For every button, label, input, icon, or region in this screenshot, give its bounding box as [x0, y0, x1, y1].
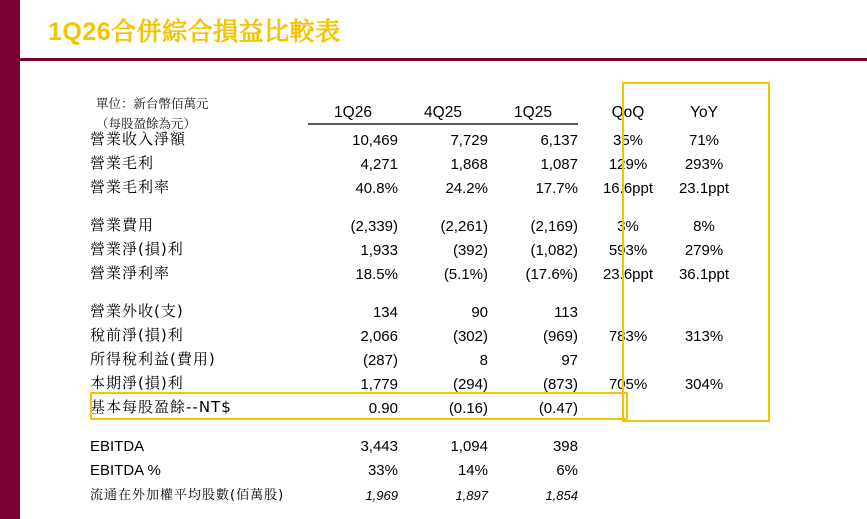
row-value: 33%: [367, 462, 398, 479]
table-spacer-row: [90, 417, 742, 431]
spacer-cell: [90, 197, 666, 211]
row-label: 營業外收(支): [90, 302, 184, 320]
row-yoy: 293%: [684, 156, 724, 173]
column-gap: [578, 125, 590, 149]
row-qoq: 23.6ppt: [602, 266, 654, 283]
row-value: 14%: [457, 462, 488, 479]
column-gap: [578, 321, 590, 345]
row-qoq: [590, 297, 666, 321]
title-divider: [20, 58, 867, 61]
row-value: 97: [561, 352, 578, 369]
table-row: [90, 455, 742, 479]
column-gap: [578, 149, 590, 173]
column-gap: [578, 345, 590, 369]
row-value: 18.5%: [355, 266, 398, 283]
table-row: [90, 173, 742, 197]
row-label: 所得稅利益(費用): [90, 350, 216, 368]
table-row: [90, 431, 742, 455]
row-label: 本期淨(損)利: [90, 374, 184, 392]
row-value: (302): [452, 328, 488, 345]
row-value: 17.7%: [535, 180, 578, 197]
row-yoy: [666, 431, 742, 455]
row-value: 40.8%: [355, 180, 398, 197]
row-value: 10,469: [352, 132, 398, 149]
row-value: (17.6%): [525, 266, 578, 283]
financial-sheet: [0, 62, 867, 519]
row-label: 營業收入淨額: [90, 130, 187, 148]
header-blank: [90, 88, 308, 122]
column-gap: [578, 369, 590, 393]
row-value: 7,729: [450, 132, 488, 149]
row-value: 8: [479, 352, 488, 369]
column-gap: [578, 235, 590, 259]
row-value: 1,779: [360, 376, 398, 393]
table-row: [90, 297, 742, 321]
row-value: 1,933: [360, 242, 398, 259]
table-row: [90, 321, 742, 345]
row-yoy: 71%: [688, 132, 720, 149]
row-qoq: 129%: [608, 156, 648, 173]
column-gap: [578, 211, 590, 235]
row-value: 4,271: [360, 156, 398, 173]
row-qoq: 35%: [612, 132, 644, 149]
row-label: 營業淨利率: [90, 264, 171, 282]
row-label: 稅前淨(損)利: [90, 326, 184, 344]
row-value: 6,137: [540, 132, 578, 149]
row-value: (287): [362, 352, 398, 369]
column-gap: [578, 431, 590, 455]
row-value: (0.47): [538, 400, 578, 417]
column-header-period: 4Q25: [424, 104, 462, 121]
column-header-period: 1Q26: [334, 104, 372, 121]
table-row: [90, 393, 742, 417]
column-header-period: 1Q25: [514, 104, 552, 121]
row-yoy: [666, 297, 742, 321]
row-value: (969): [542, 328, 578, 345]
table-row: [90, 259, 742, 283]
row-qoq: 705%: [608, 376, 648, 393]
table-row: [90, 125, 742, 149]
row-value: 3,443: [360, 438, 398, 455]
row-yoy: 36.1ppt: [678, 266, 730, 283]
table-row: [90, 345, 742, 369]
row-value: (2,339): [350, 218, 398, 235]
column-gap: [578, 173, 590, 197]
column-gap: [578, 455, 590, 479]
row-value: (873): [542, 376, 578, 393]
row-value: 24.2%: [445, 180, 488, 197]
row-qoq: 783%: [608, 328, 648, 345]
row-yoy: [666, 455, 742, 479]
row-label: 營業毛利率: [90, 178, 171, 196]
column-gap: [578, 88, 590, 122]
row-qoq: [590, 479, 666, 503]
row-value: (392): [452, 242, 488, 259]
row-yoy: [666, 479, 742, 503]
row-yoy: 23.1ppt: [678, 180, 730, 197]
row-value: (2,169): [530, 218, 578, 235]
row-value: (0.16): [448, 400, 488, 417]
column-gap: [578, 479, 590, 503]
column-header-comparison: YoY: [690, 104, 718, 121]
row-value: 1,087: [540, 156, 578, 173]
row-label: 營業淨(損)利: [90, 240, 184, 258]
row-yoy: 8%: [693, 218, 715, 235]
unit-note-line1: 單位：新台幣佰萬元: [96, 97, 209, 111]
row-qoq: 593%: [608, 242, 648, 259]
spacer-cell: [90, 417, 666, 431]
row-value: 2,066: [360, 328, 398, 345]
row-yoy: [666, 345, 742, 369]
row-yoy: [666, 393, 742, 417]
table-row: [90, 479, 742, 503]
row-label: EBITDA: [90, 438, 145, 455]
table-spacer-row: [90, 283, 742, 297]
unit-note-line2: （每股盈餘為元）: [96, 117, 197, 131]
row-label: 營業費用: [90, 216, 155, 234]
row-label: 流通在外加權平均股數(佰萬股): [90, 488, 285, 503]
row-value: 134: [372, 304, 398, 321]
row-label: 營業毛利: [90, 154, 155, 172]
income-statement-table: [90, 88, 742, 503]
row-label: 基本每股盈餘--NT$: [90, 398, 232, 416]
spacer-cell: [90, 283, 666, 297]
row-value: 1,969: [365, 488, 398, 503]
row-yoy: 279%: [684, 242, 724, 259]
column-gap: [578, 393, 590, 417]
row-value: 1,868: [450, 156, 488, 173]
column-gap: [578, 259, 590, 283]
row-value: 113: [554, 304, 578, 321]
row-value: 1,897: [455, 488, 488, 503]
table-header-row: [90, 88, 742, 122]
row-value: 6%: [556, 462, 578, 479]
column-header-comparison: QoQ: [611, 104, 645, 121]
row-qoq: [590, 393, 666, 417]
row-value: (5.1%): [443, 266, 488, 283]
row-label: EBITDA %: [90, 462, 161, 479]
table-row: [90, 369, 742, 393]
row-yoy: 313%: [684, 328, 724, 345]
page-title: 1Q26合併綜合損益比較表: [48, 18, 341, 46]
row-yoy: 304%: [684, 376, 724, 393]
row-value: (294): [452, 376, 488, 393]
row-qoq: [590, 345, 666, 369]
row-qoq: 16.6ppt: [602, 180, 654, 197]
row-qoq: [590, 431, 666, 455]
table-row: [90, 149, 742, 173]
row-qoq: 3%: [617, 218, 639, 235]
table-row: [90, 235, 742, 259]
row-value: 1,854: [545, 488, 578, 503]
row-value: 0.90: [368, 400, 398, 417]
row-qoq: [590, 455, 666, 479]
column-gap: [578, 297, 590, 321]
row-value: (2,261): [440, 218, 488, 235]
row-value: 1,094: [450, 438, 488, 455]
row-value: (1,082): [530, 242, 578, 259]
table-row: [90, 211, 742, 235]
table-spacer-row: [90, 197, 742, 211]
row-value: 90: [471, 304, 488, 321]
row-value: 398: [552, 438, 578, 455]
